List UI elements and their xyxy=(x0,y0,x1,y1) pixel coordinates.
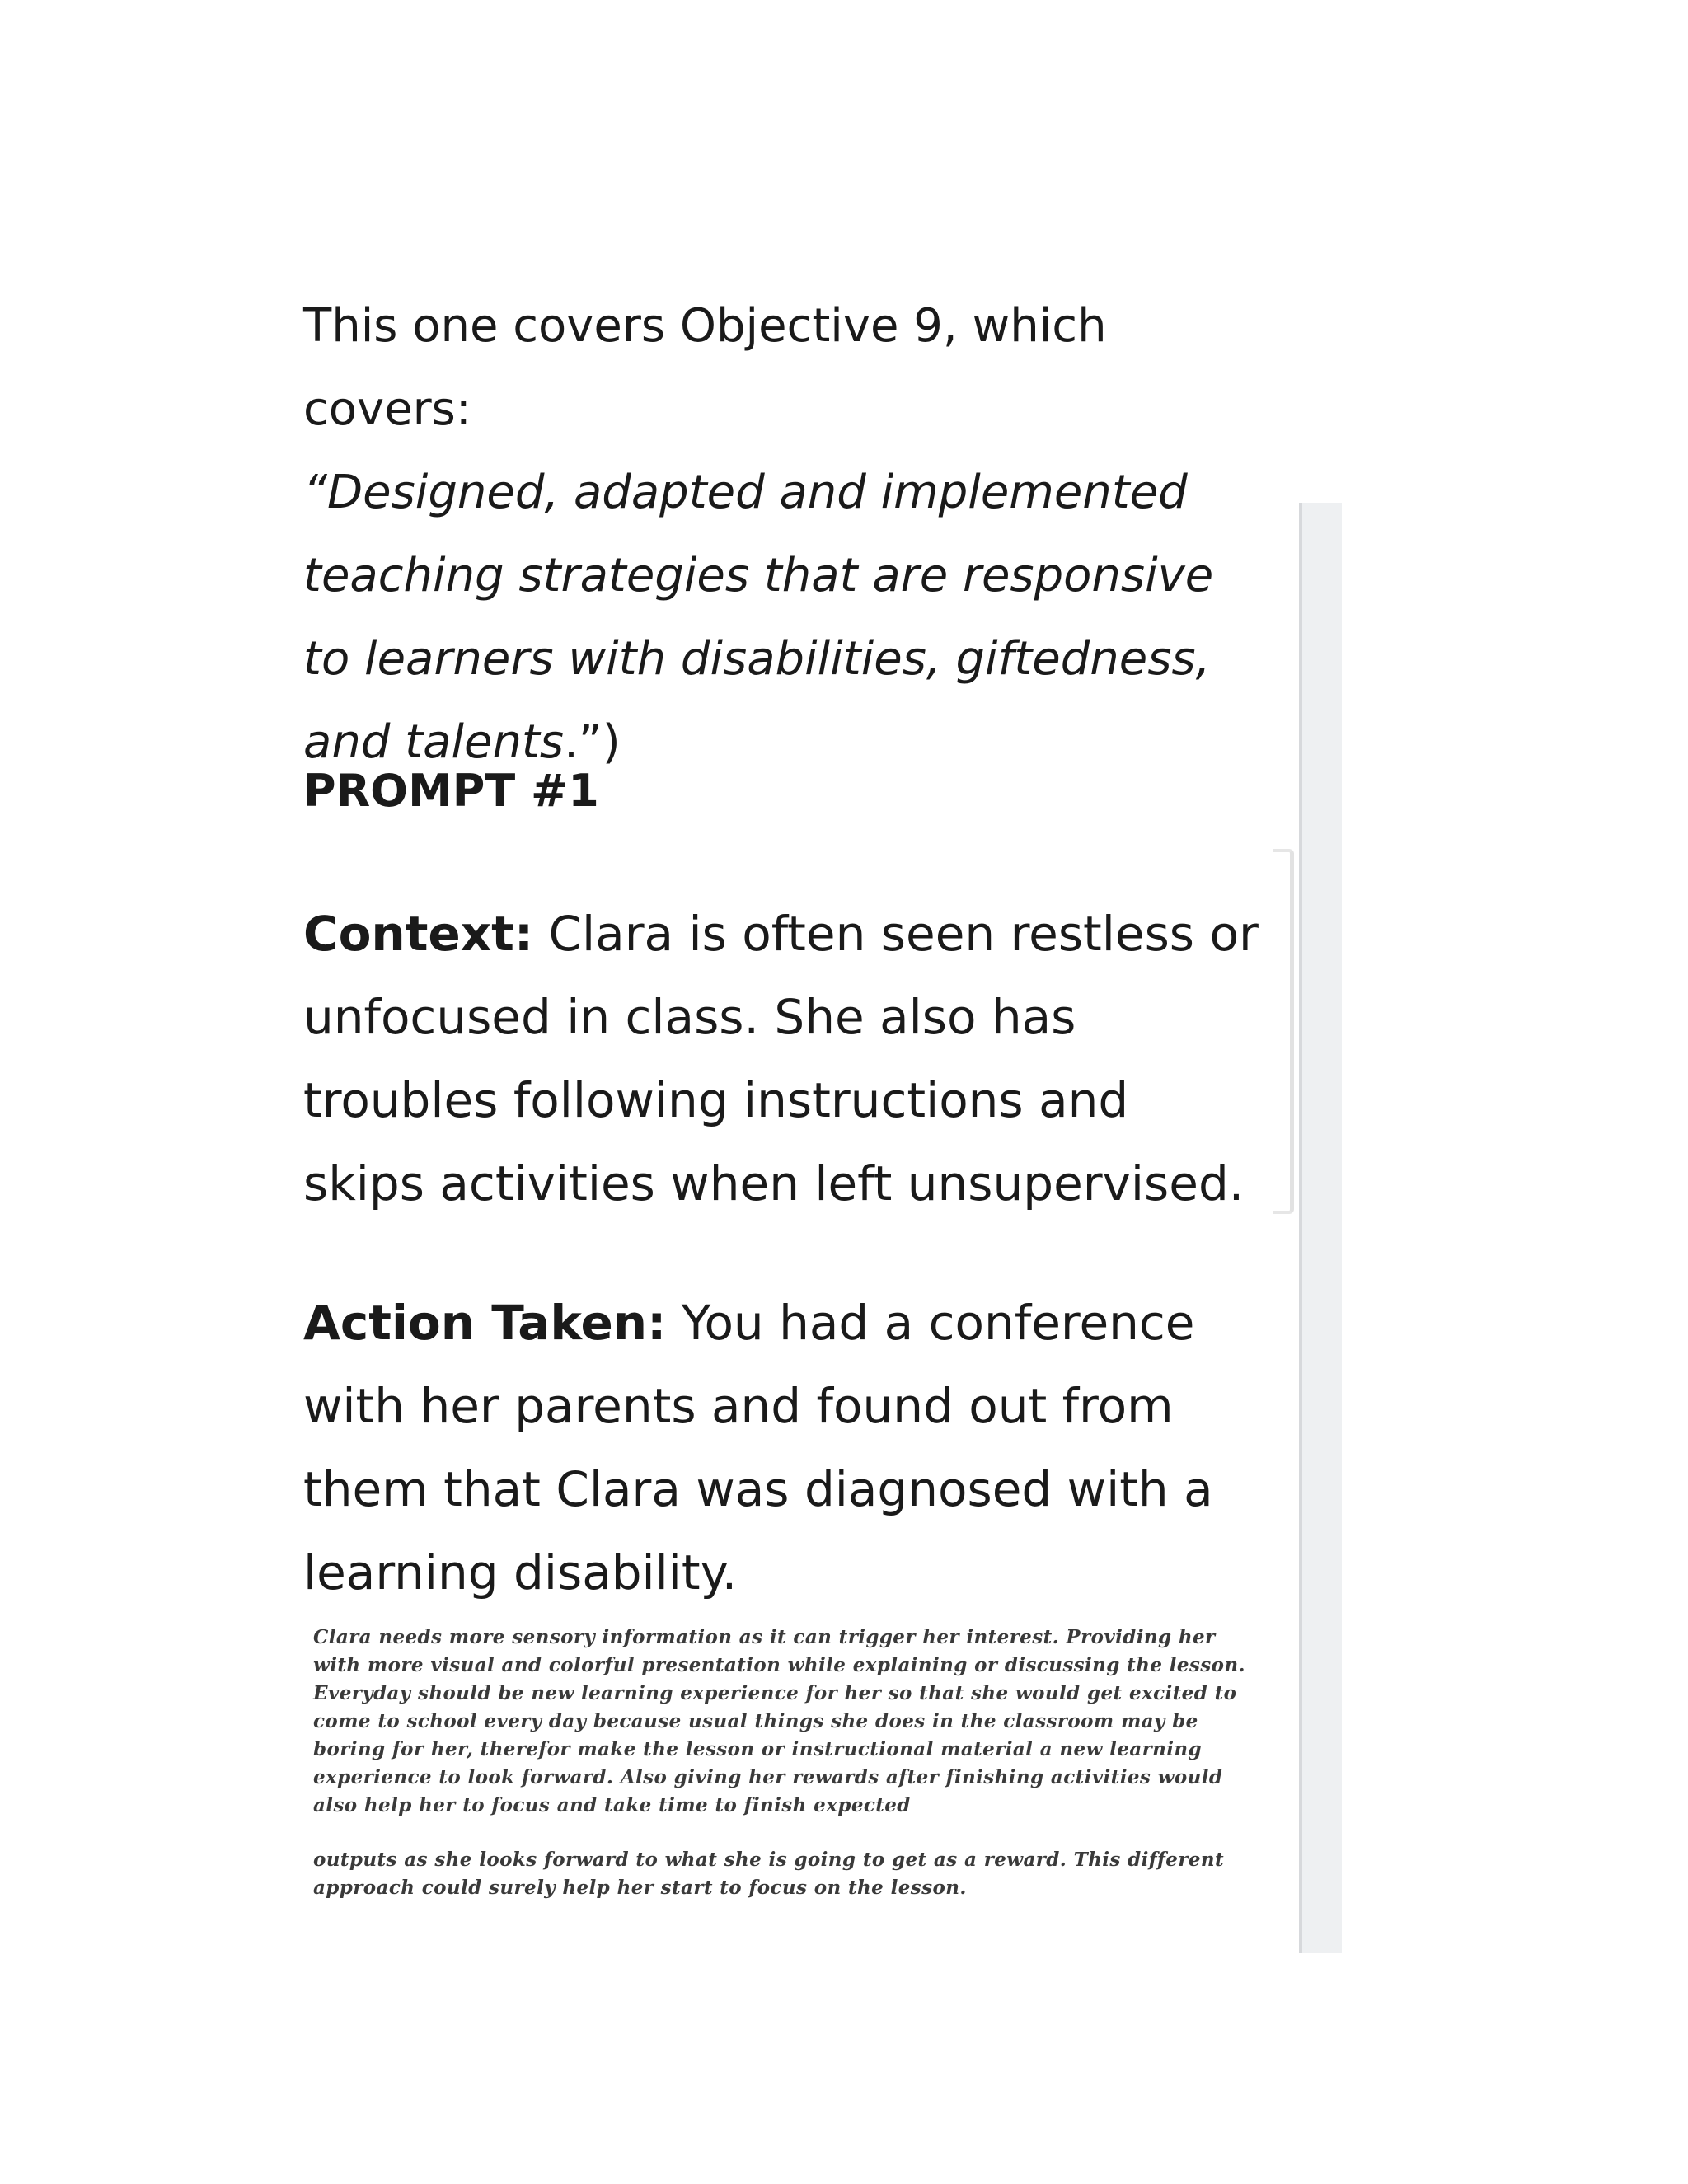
quote-end: .”) xyxy=(564,715,621,769)
action-label: Action Taken: xyxy=(303,1295,667,1351)
handwritten-answer-part-2: outputs as she looks forward to what she is going to get as a reward. This different approach could surely help her start to focus on the lesson. xyxy=(313,1849,1225,1899)
prompt-heading: PROMPT #1 xyxy=(303,765,599,817)
action-text: You had a conference with her parents and found out from them that Clara was diagnosed with a learning disability. xyxy=(303,1295,1213,1601)
intro-text: This one covers Objective 9, which covers: xyxy=(303,299,1107,436)
action-paragraph xyxy=(303,1282,1259,1615)
objective-quote: “Designed, adapted and implemented teaching strategies that are responsive to learners with disabilities, giftedness, and talents xyxy=(303,466,1214,769)
context-label: Context: xyxy=(303,906,534,962)
handwritten-answer-part-1: Clara needs more sensory information as it can trigger her interest. Providing her with more visual and colorful presentation while explaining or discussing the lesson. Everyday should be new learning experience for her so that she would get excited to come to school every day because usual things she does in the classroom may be boring for her, therefor make the lesson or instructional material a new learning experience to look forward. Also giving her rewards after finishing activities would also help her to focus and take time to finish expected xyxy=(313,1626,1245,1816)
scrollbar-track[interactable] xyxy=(1299,503,1342,1953)
intro-paragraph xyxy=(303,284,1259,784)
scroll-bracket xyxy=(1273,849,1294,1214)
context-text: Clara is often seen restless or unfocused in class. She also has troubles following instructions and skips activities when left unsupervised. xyxy=(303,906,1259,1212)
context-paragraph xyxy=(303,893,1259,1226)
